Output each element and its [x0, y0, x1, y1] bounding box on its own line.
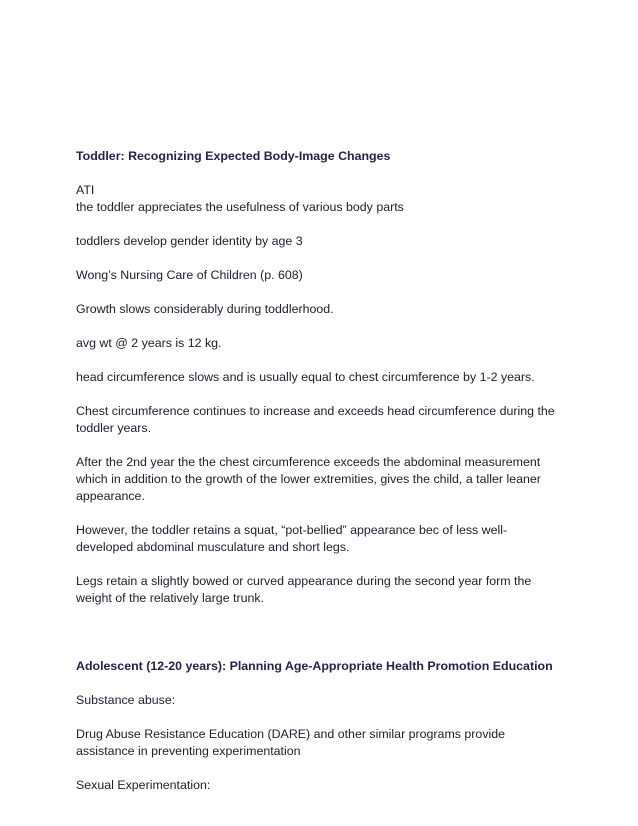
document-body [76, 148, 576, 794]
dare-paragraph [76, 726, 576, 760]
ati-note: the toddler appreciates the usefulness of various body parts [76, 200, 404, 214]
section-heading-adolescent: Adolescent (12-20 years): Planning Age-Appropriate Health Promotion Education [76, 659, 553, 673]
however-line-1: However, the toddler retains a squat, “pot-bellied” appearance bec of less well- [76, 523, 508, 537]
dare-line-1: Drug Abuse Resistance Education (DARE) and other similar programs provide [76, 727, 506, 741]
head-circumference-note: head circumference slows and is usually equal to chest circumference by 1-2 years. [76, 370, 535, 384]
chest-line-2: toddler years. [76, 421, 152, 435]
section-heading-toddler: Toddler: Recognizing Expected Body-Image Changes [76, 149, 391, 163]
section-spacer [76, 607, 576, 658]
source-reference: Wong’s Nursing Care of Children (p. 608) [76, 268, 303, 282]
after-line-2: which in addition to the growth of the lower extremities, gives the child, a taller leaner [76, 472, 541, 486]
substance-abuse-label: Substance abuse: [76, 693, 176, 707]
growth-note: Growth slows considerably during toddlerhood. [76, 302, 334, 316]
after-line-1: After the 2nd year the the chest circumference exceeds the abdominal measurement [76, 455, 541, 469]
pot-bellied-paragraph [76, 522, 576, 556]
after-second-year-paragraph [76, 454, 576, 505]
after-line-3: appearance. [76, 489, 145, 503]
sexual-experimentation-label: Sexual Experimentation: [76, 778, 211, 792]
ati-label: ATI [76, 183, 95, 197]
however-line-2: developed abdominal musculature and short legs. [76, 540, 350, 554]
dare-line-2: assistance in preventing experimentation [76, 744, 301, 758]
weight-note: avg wt @ 2 years is 12 kg. [76, 336, 222, 350]
chest-line-1: Chest circumference continues to increase and exceeds head circumference during the [76, 404, 555, 418]
legs-line-1: Legs retain a slightly bowed or curved appearance during the second year form the [76, 574, 532, 588]
legs-paragraph [76, 573, 576, 607]
gender-identity-note: toddlers develop gender identity by age 3 [76, 234, 303, 248]
chest-circumference-paragraph [76, 403, 576, 437]
legs-line-2: weight of the relatively large trunk. [76, 591, 265, 605]
